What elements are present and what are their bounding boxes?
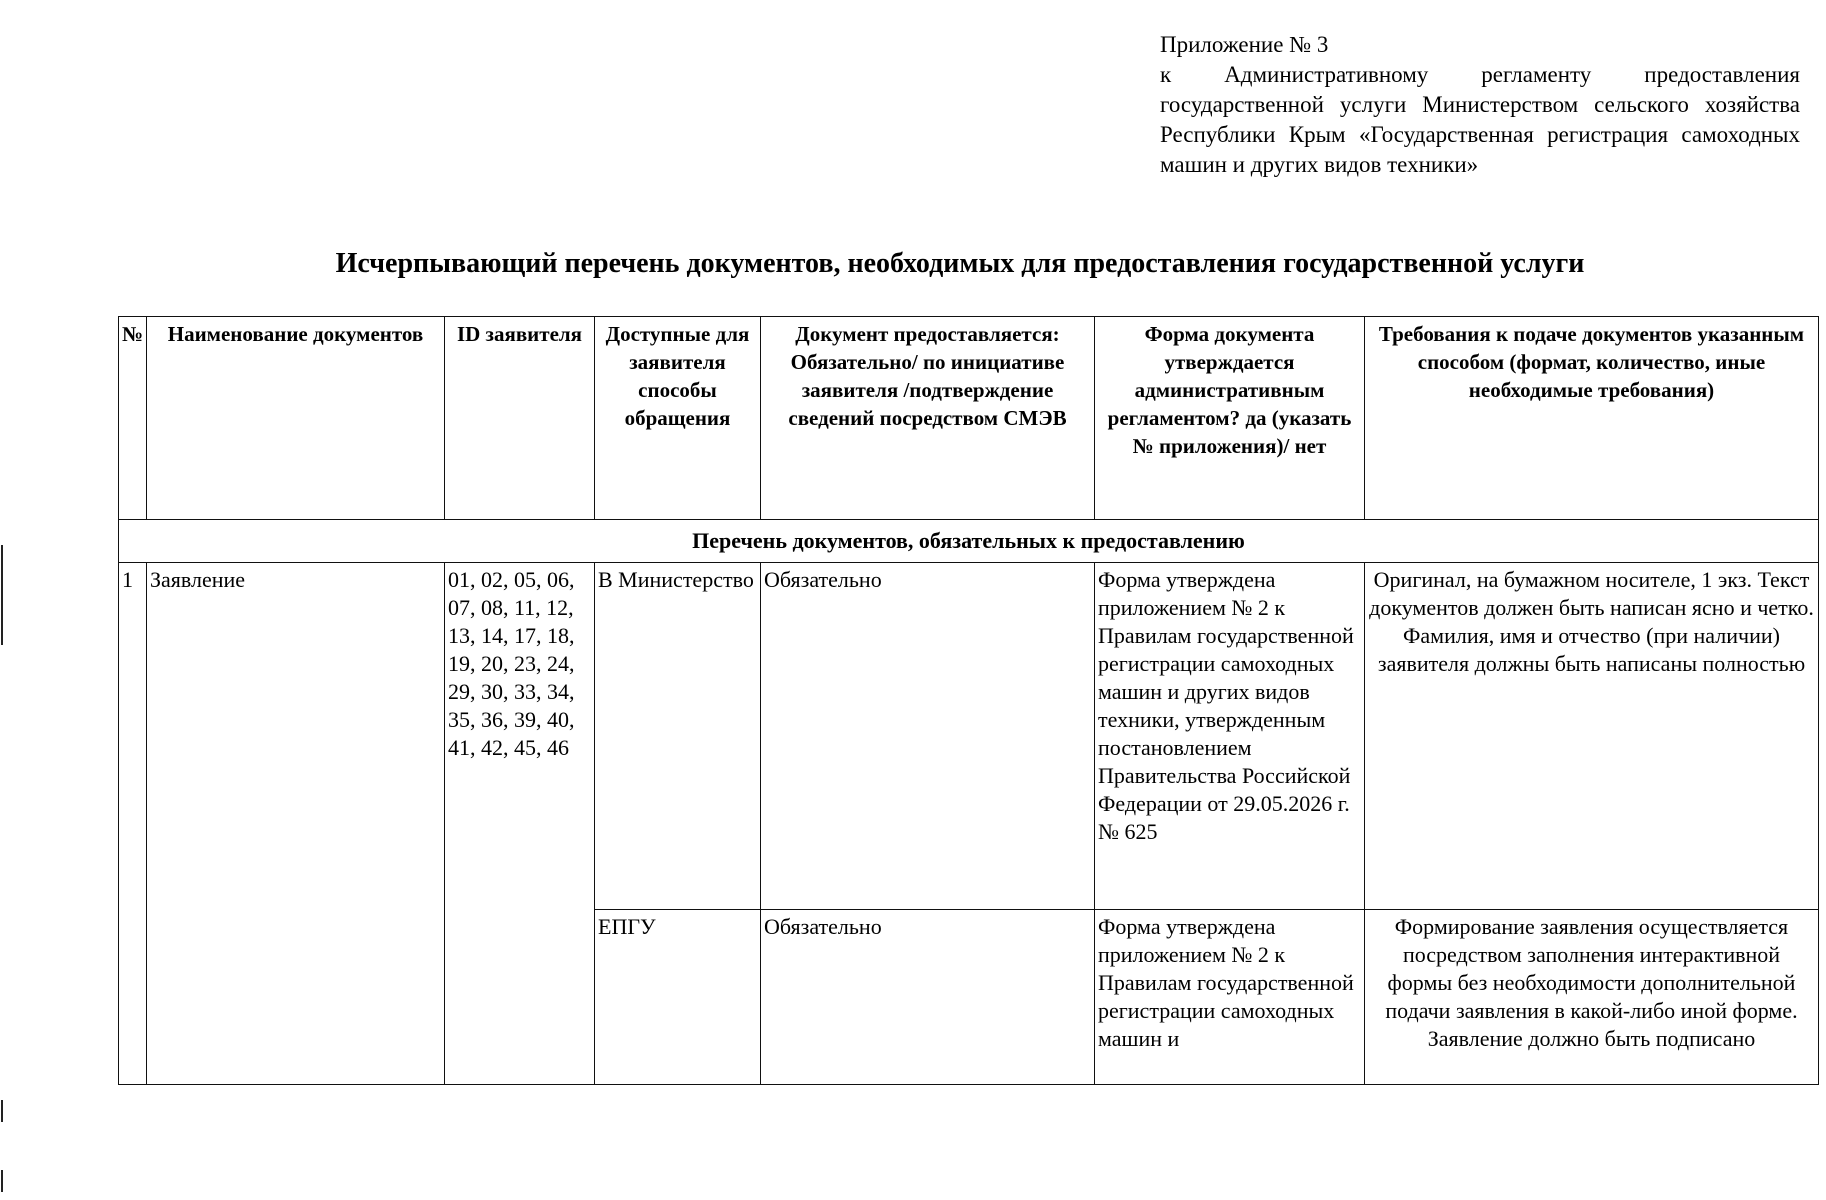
row-channel-method: ЕПГУ (595, 910, 761, 1085)
scan-edge-mark (1, 1100, 3, 1122)
header-channels: Доступные для заявителя способы обращения (595, 317, 761, 520)
header-form: Форма документа утверждается административным регламентом? да (указать № приложения)/ нет (1095, 317, 1365, 520)
appendix-heading: Приложение № 3 (1160, 32, 1329, 57)
row-channel-requirements: Формирование заявления осуществляется посредством заполнения интерактивной формы без необходимости дополнительной подачи заявления в какой-либо иной форме. Заявление должно быть подписано (1365, 910, 1819, 1085)
section-title: Перечень документов, обязательных к предоставлению (119, 520, 1819, 563)
row-channel-method: В Министерство (595, 563, 761, 910)
row-channel-provision: Обязательно (761, 563, 1095, 910)
table-header-row (119, 317, 1819, 520)
header-applicant-id: ID заявителя (445, 317, 595, 520)
row-applicant-ids: 01, 02, 05, 06, 07, 08, 11, 12, 13, 14, 17, 18, 19, 20, 23, 24, 29, 30, 33, 34, 35, 36, 39, 40, 41, 42, 45, 46 (445, 563, 595, 1085)
documents-table (118, 316, 1819, 1085)
row-channel-form: Форма утверждена приложением № 2 к Правилам государственной регистрации самоходных машин и (1095, 910, 1365, 1085)
document-title: Исчерпывающий перечень документов, необходимых для предоставления государственной услуги (335, 248, 1585, 279)
appendix-block (1160, 30, 1800, 180)
scan-edge-mark (1, 545, 3, 645)
row-channel-provision: Обязательно (761, 910, 1095, 1085)
row-number: 1 (119, 563, 147, 1085)
appendix-text: к Административному регламенту предоставления государственной услуги Министерством сельского хозяйства Республики Крым «Государственная регистрация самоходных машин и других видов техники» (1160, 62, 1800, 177)
scan-edge-mark (1, 1170, 3, 1192)
row-channel-form: Форма утверждена приложением № 2 к Правилам государственной регистрации самоходных машин и других видов техники, утвержденным постановлением Правительства Российской Федерации от 29.05.2026 г. № 625 (1095, 563, 1365, 910)
header-number: № (119, 317, 147, 520)
table-row (119, 563, 1819, 910)
header-document-name: Наименование документов (147, 317, 445, 520)
row-channel-requirements: Оригинал, на бумажном носителе, 1 экз. Текст документов должен быть написан ясно и четко. Фамилия, имя и отчество (при наличии) заявителя должны быть написаны полностью (1365, 563, 1819, 910)
header-provision: Документ предоставляется: Обязательно/ по инициативе заявителя /подтверждение сведений посредством СМЭВ (761, 317, 1095, 520)
row-document-name: Заявление (147, 563, 445, 1085)
section-row (119, 520, 1819, 563)
header-requirements: Требования к подаче документов указанным способом (формат, количество, иные необходимые требования) (1365, 317, 1819, 520)
